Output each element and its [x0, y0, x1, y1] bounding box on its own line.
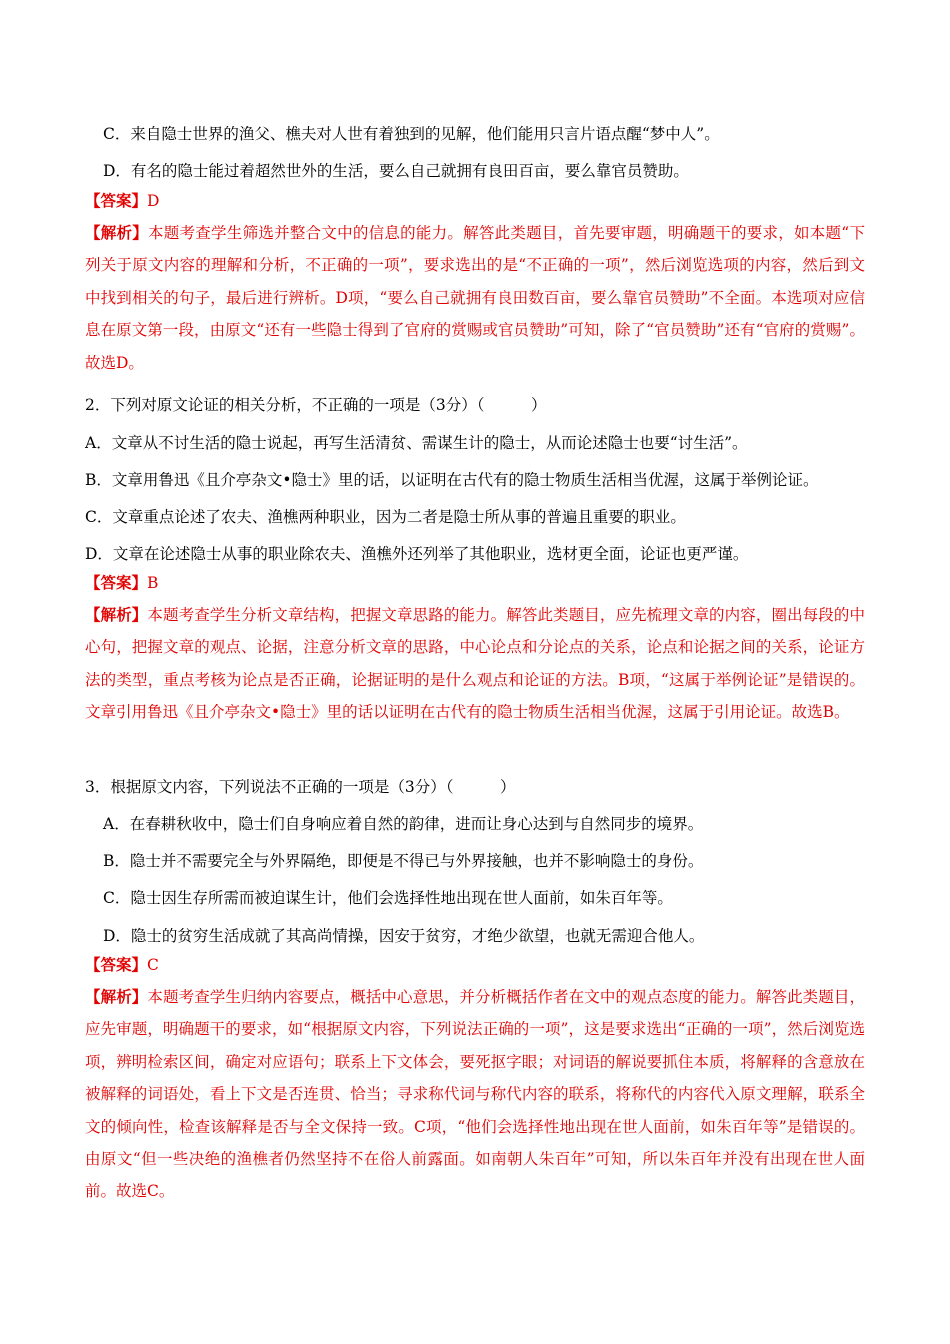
q2-answer [85, 573, 158, 593]
q3-option-c: C．隐士因生存所需而被迫谋生计，他们会选择性地出现在世人面前，如朱百年等。 [103, 889, 673, 907]
answer-value: D [147, 192, 160, 210]
q3-option-d: D．隐士的贫穷生活成就了其高尚情操，因安于贫穷，才绝少欲望，也就无需迎合他人。 [103, 927, 705, 945]
q1-analysis [85, 217, 865, 379]
answer-tag: 【答案】 [85, 573, 148, 592]
q2-option-b: B．文章用鲁迅《且介亭杂文•隐士》里的话，以证明在古代有的隐士物质生活相当优渥，这属于举例论证。 [85, 471, 819, 489]
q2-option-c: C．文章重点论述了农夫、渔樵两种职业，因为二者是隐士所从事的普遍且重要的职业。 [85, 508, 686, 526]
answer-tag: 【答案】 [85, 191, 148, 210]
q1-option-c: C．来自隐士世界的渔父、樵夫对人世有着独到的见解，他们能用只言片语点醒“梦中人”。 [103, 125, 720, 143]
q2-option-a: A．文章从不讨生活的隐士说起，再写生活清贫、需谋生计的隐士，从而论述隐士也要“讨生活”。 [85, 434, 748, 452]
q2-analysis [85, 599, 865, 729]
q3-option-b: B．隐士并不需要完全与外界隔绝，即便是不得已与外界接触，也并不影响隐士的身份。 [103, 852, 704, 870]
analysis-tag: 【解析】 [85, 223, 149, 242]
q2-option-d: D．文章在论述隐士从事的职业除农夫、渔樵外还列举了其他职业，选材更全面，论证也更严谨。 [85, 545, 749, 563]
analysis-text: 本题考查学生分析文章结构，把握文章思路的能力。解答此类题目，应先梳理文章的内容，圈出每段的中心句，把握文章的观点、论据，注意分析文章的思路，中心论点和分论点的关系，论点和论据之间的关系，论证方法的类型，重点考核为论点是否正确，论据证明的是什么观点和论证的方法。B项，“这属于举例论证”是错误的。文章引用鲁迅《且介亭杂文•隐士》里的话以证明在古代有的隐士物质生活相当优渥，这属于引用论证。故选B。 [85, 606, 865, 722]
answer-value: C [147, 956, 159, 974]
analysis-tag: 【解析】 [85, 987, 148, 1006]
answer-value: B [147, 574, 159, 592]
q3-analysis [85, 981, 865, 1208]
q3-stem: 3．根据原文内容，下列说法不正确的一项是（3分）（ ） [85, 778, 516, 796]
analysis-tag: 【解析】 [85, 605, 148, 624]
q2-stem: 2．下列对原文论证的相关分析，不正确的一项是（3分）（ ） [85, 396, 547, 414]
q3-answer [85, 955, 159, 975]
answer-tag: 【答案】 [85, 955, 148, 974]
analysis-text: 本题考查学生筛选并整合文中的信息的能力。解答此类题目，首先要审题，明确题干的要求，如本题“下列关于原文内容的理解和分析，不正确的一项”，要求选出的是“不正确的一项”，然后浏览选项的内容，然后到文中找到相关的句子，最后进行辨析。D项，“要么自己就拥有良田数百亩，要么靠官员赞助”不全面。本选项对应信息在原文第一段，由原文“还有一些隐士得到了官府的赏赐或官员赞助”可知，除了“官员赞助”还有“官府的赏赐”。故选D。 [85, 224, 865, 372]
q3-option-a: A．在春耕秋收中，隐士们自身响应着自然的韵律，进而让身心达到与自然同步的境界。 [103, 815, 704, 833]
q1-answer [85, 191, 159, 211]
q1-option-d: D．有名的隐士能过着超然世外的生活，要么自己就拥有良田百亩，要么靠官员赞助。 [103, 162, 689, 180]
analysis-text: 本题考查学生归纳内容要点，概括中心意思，并分析概括作者在文中的观点态度的能力。解答此类题目，应先审题，明确题干的要求，如“根据原文内容，下列说法正确的一项”，这是要求选出“正确的一项”，然后浏览选项，辨明检索区间，确定对应语句；联系上下文体会，要死抠字眼；对词语的解说要抓住本质，将解释的含意放在被解释的词语处，看上下文是否连贯、恰当；寻求称代词与称代内容的联系，将称代的内容代入原文理解，联系全文的倾向性，检查该解释是否与全文保持一致。C项，“他们会选择性地出现在世人面前，如朱百年等”是错误的。由原文“但一些决绝的渔樵者仍然坚持不在俗人前露面。如南朝人朱百年”可知，所以朱百年并没有出现在世人面前。故选C。 [85, 988, 865, 1201]
